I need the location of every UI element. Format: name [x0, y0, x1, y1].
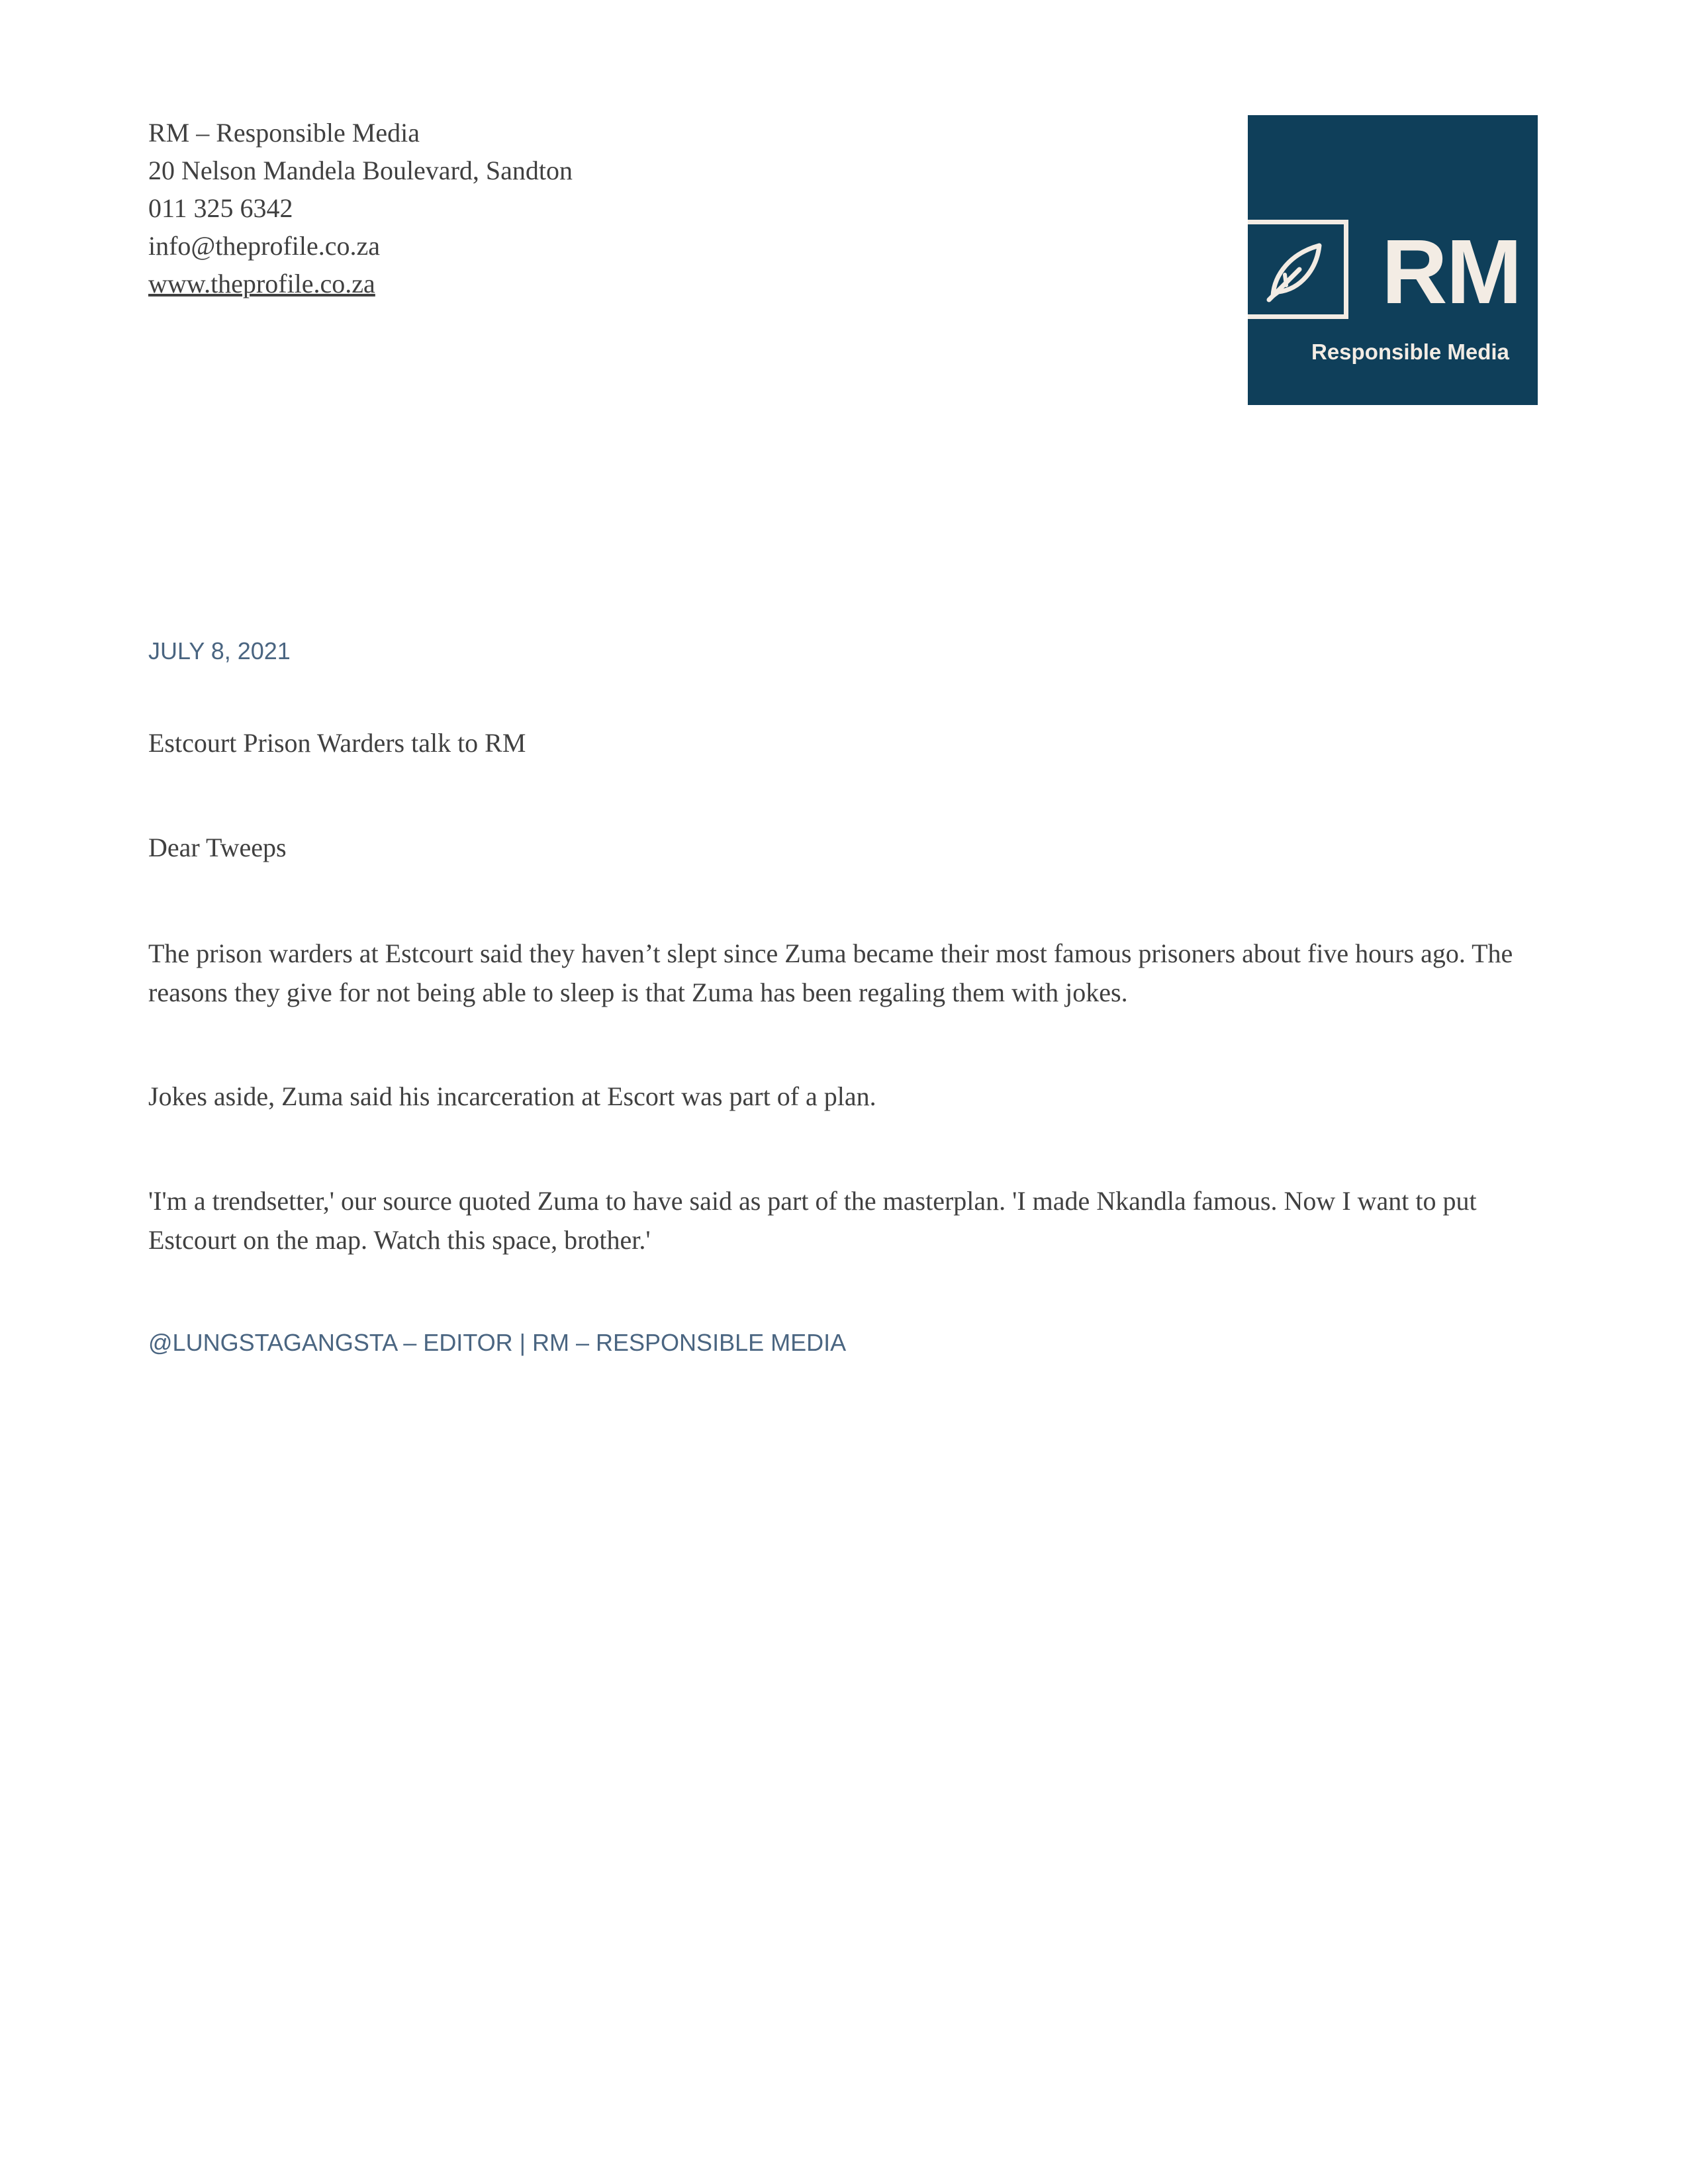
sender-email: info@theprofile.co.za	[148, 231, 381, 261]
logo-frame	[1248, 220, 1348, 319]
sender-block	[148, 114, 573, 302]
logo-mark: RM	[1382, 221, 1521, 323]
company-logo	[1248, 115, 1538, 405]
feather-icon	[1258, 235, 1331, 308]
sender-address: 20 Nelson Mandela Boulevard, Sandton	[148, 156, 573, 185]
letter-signature: @LUNGSTAGANGSTA – EDITOR | RM – RESPONSIBLE MEDIA	[148, 1329, 847, 1356]
body-paragraph: Jokes aside, Zuma said his incarceration at Escort was part of a plan.	[148, 1081, 876, 1111]
logo-subtitle: Responsible Media	[1311, 340, 1509, 364]
body-paragraph: The prison warders at Estcourt said they haven’t slept since Zuma became their most famous prisoners about five hours ago. The reasons they give for not being able to sleep is that Zuma has been regaling them with jokes.	[148, 938, 1513, 1007]
letter-salutation: Dear Tweeps	[148, 833, 287, 862]
letter-subject: Estcourt Prison Warders talk to RM	[148, 728, 526, 758]
sender-website-link[interactable]: www.theprofile.co.za	[148, 269, 375, 298]
letter-date: JULY 8, 2021	[148, 637, 291, 664]
body-paragraph: 'I'm a trendsetter,' our source quoted Zuma to have said as part of the masterplan. 'I made Nkandla famous. Now I want to put Estcourt on the map. Watch this space, brother.'	[148, 1186, 1477, 1255]
sender-name: RM – Responsible Media	[148, 118, 420, 148]
sender-phone: 011 325 6342	[148, 193, 293, 223]
